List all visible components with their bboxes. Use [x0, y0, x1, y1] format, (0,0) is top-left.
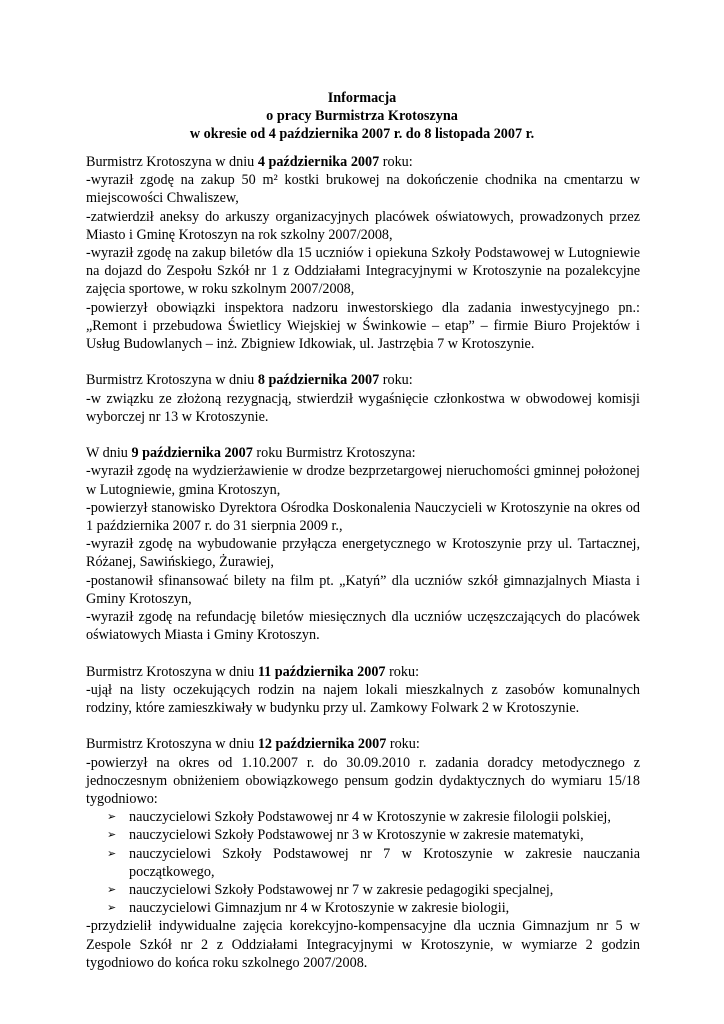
section-intro: Burmistrz Krotoszyna w dniu 8 października 2007 roku: — [86, 372, 413, 389]
section-date: 11 października 2007 — [257, 663, 386, 680]
section-intro: W dniu 9 października 2007 roku Burmistrz Krotoszyna: — [86, 445, 416, 462]
bullet-item: ➢ nauczycielowi Szkoły Podstawowej nr 7 w zakresie pedagogiki specjalnej, — [107, 882, 554, 899]
section-12-october — [86, 735, 640, 972]
section-9-october — [86, 444, 640, 644]
section-item: -powierzył obowiązki inspektora nadzoru inwestorskiego dla zadania inwestycyjnego pn.: „Remont i przebudowa Świetlicy Wiejskiej w Świnkowie – etap” – firmie Biuro Projektów i Usług Budowlanych – inż. Zbigniew Idkowiak, ul. Jastrzębia 7 w Krotoszynie. — [86, 299, 640, 353]
section-item: -wyraził zgodę na zakup biletów dla 15 uczniów i opiekuna Szkoły Podstawowej w Lutogniewie na dojazd do Zespołu Szkół nr 1 z Oddziałami Integracyjnymi w Krotoszynie na pozalekcyjne zajęcia sportowe, w roku szkolnym 2007/2008, — [86, 245, 640, 298]
section-item: -ujął na listy oczekujących rodzin na najem lokali mieszkalnych z zasobów komunalnych rodziny, które zamieszkiwały w budynku przy ul. Zamkowy Folwark 2 w Krotoszynie. — [86, 681, 640, 717]
section-item: -wyraził zgodę na wydzierżawienie w drodze bezprzetargowej nieruchomości gminnej położonej w Lutogniewie, gmina Krotoszyn, — [86, 463, 640, 498]
section-item: -wyraził zgodę na refundację biletów miesięcznych dla uczniów uczęszczających do placówek oświatowych Miasta i Gminy Krotoszyn. — [86, 609, 640, 644]
section-item: -postanowił sfinansować bilety na film pt. „Katyń” dla uczniów szkół gimnazjalnych Miasta i Gminy Krotoszyn, — [86, 572, 640, 607]
section-item: -powierzył stanowisko Dyrektora Ośrodka Doskonalenia Nauczycieli w Krotoszynie na okres od 1 października 2007 r. do 31 sierpnia 2009 r., — [86, 499, 640, 535]
arrow-bullet-icon: ➢ — [107, 846, 117, 860]
document-body — [86, 153, 640, 990]
arrow-bullet-icon: ➢ — [107, 828, 117, 842]
section-intro: Burmistrz Krotoszyna w dniu 4 października 2007 roku: — [86, 154, 413, 170]
bullet-item: ➢ nauczycielowi Szkoły Podstawowej nr 7 w Krotoszynie w zakresie nauczania początkowego, — [107, 845, 640, 880]
section-item: -wyraził zgodę na zakup 50 m² kostki brukowej na dokończenie chodnika na cmentarzu w miejscowości Chwaliszew, — [86, 172, 640, 207]
section-item: -w związku ze złożoną rezygnacją, stwierdził wygaśnięcie członkostwa w obwodowej komisji wyborczej nr 13 w Krotoszynie. — [86, 390, 640, 425]
title-line-3: w okresie od 4 października 2007 r. do 8 listopada 2007 r. — [189, 126, 535, 143]
section-date: 4 października 2007 — [257, 154, 380, 170]
section-11-october — [86, 663, 640, 718]
arrow-bullet-icon: ➢ — [107, 883, 117, 897]
arrow-bullet-icon: ➢ — [107, 810, 117, 824]
section-date: 8 października 2007 — [257, 372, 380, 389]
section-8-october — [86, 371, 640, 426]
title-line-1: Informacja — [327, 90, 397, 106]
section-intro: Burmistrz Krotoszyna w dniu 11 października 2007 roku: — [86, 663, 420, 680]
section-item: -wyraził zgodę na wybudowanie przyłącza energetycznego w Krotoszynie przy ul. Tartacznej, Różanej, Sawińskiego, Żurawiej, — [86, 536, 640, 571]
section-item: -przydzielił indywidualne zajęcia korekcyjno-kompensacyjne dla ucznia Gimnazjum nr 5 w Zespole Szkół nr 2 z Oddziałami Integracyjnymi w Krotoszynie, w wymiarze 2 godzin tygodniowo do końca roku szkolnego 2007/2008. — [86, 918, 640, 971]
bullet-item: ➢ nauczycielowi Gimnazjum nr 4 w Krotoszynie w zakresie biologii, — [107, 900, 510, 917]
section-item: -powierzył na okres od 1.10.2007 r. do 30.09.2010 r. zadania doradcy metodycznego z jednoczesnym obniżeniem obowiązkowego pensum godzin dydaktycznych do wymiaru 15/18 tygodniowo: — [86, 754, 640, 808]
arrow-bullet-icon: ➢ — [107, 901, 117, 915]
section-intro: Burmistrz Krotoszyna w dniu 12 października 2007 roku: — [86, 736, 420, 753]
section-date: 9 października 2007 — [131, 445, 253, 462]
section-4-october — [86, 153, 640, 353]
bullet-list — [86, 808, 640, 917]
document-title — [0, 89, 724, 144]
bullet-item: ➢ nauczycielowi Szkoły Podstawowej nr 4 w Krotoszynie w zakresie filologii polskiej, — [107, 809, 611, 826]
bullet-item: ➢ nauczycielowi Szkoły Podstawowej nr 3 w Krotoszynie w zakresie matematyki, — [107, 827, 584, 844]
title-line-2: o pracy Burmistrza Krotoszyna — [266, 108, 458, 125]
section-date: 12 października 2007 — [257, 736, 387, 753]
section-item: -zatwierdził aneksy do arkuszy organizacyjnych placówek oświatowych, prowadzonych przez Miasto i Gminę Krotoszyn na rok szkolny 2007/2008, — [86, 208, 640, 243]
